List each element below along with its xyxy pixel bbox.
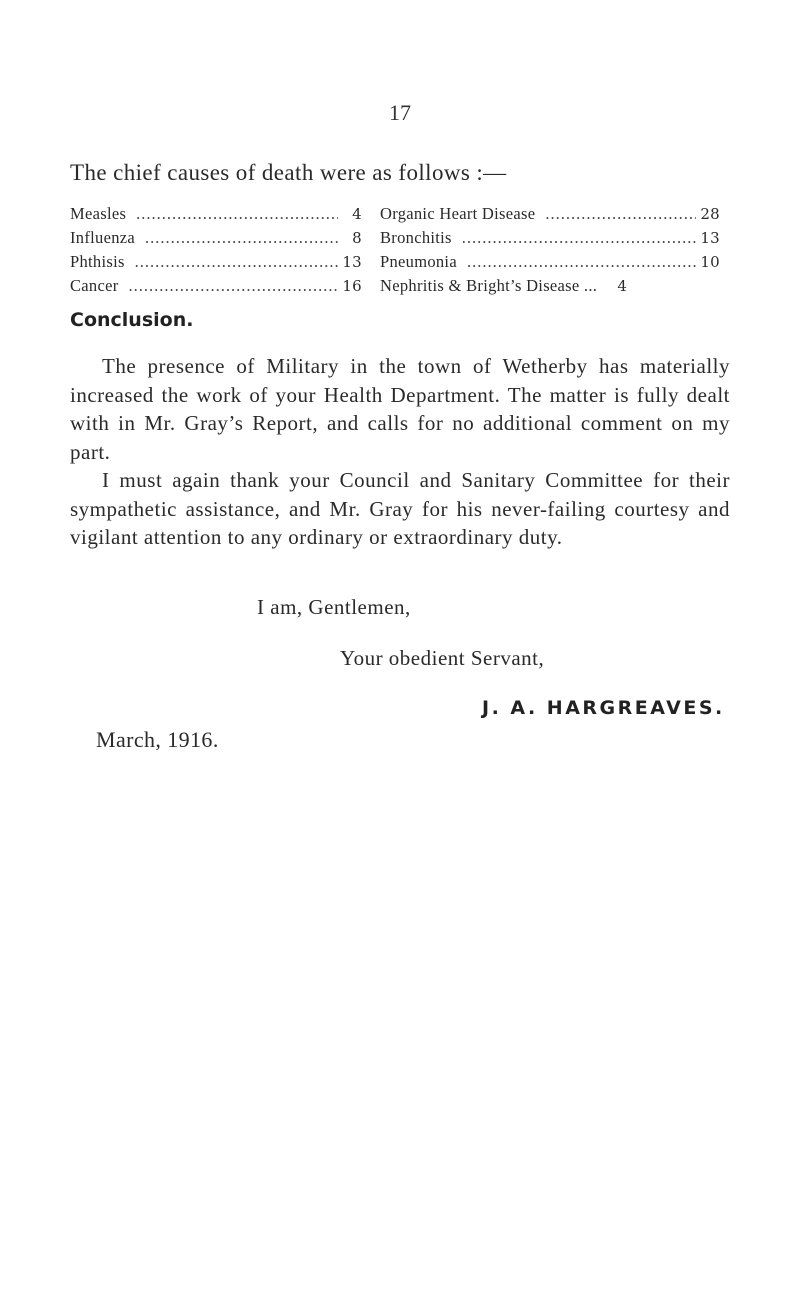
causes-right-column [380, 202, 720, 298]
leader-dots [145, 226, 338, 249]
salutation: I am, Gentlemen, [257, 595, 411, 619]
cause-name: Nephritis & Bright’s Disease ... [380, 276, 598, 295]
leader-dots [545, 202, 696, 225]
leader-dots [467, 250, 696, 273]
cause-name: Measles [70, 204, 127, 223]
cause-count: 13 [342, 253, 362, 271]
cause-row [380, 274, 720, 298]
intro-line: The chief causes of death were as follows :— [70, 160, 507, 185]
leader-dots [136, 202, 338, 225]
cause-name: Phthisis [70, 252, 125, 271]
cause-row [380, 202, 720, 226]
section-heading: Conclusion. [70, 309, 194, 331]
cause-name: Pneumonia [380, 252, 457, 271]
leader-dots [462, 226, 696, 249]
signature: J. A. HARGREAVES. [482, 697, 725, 719]
cause-row [380, 250, 720, 274]
cause-row [70, 202, 362, 226]
cause-name: Cancer [70, 276, 119, 295]
valediction: Your obedient Servant, [340, 646, 545, 670]
cause-count: 10 [700, 253, 720, 271]
cause-count: 4 [352, 205, 362, 223]
cause-row [70, 250, 362, 274]
leader-dots [129, 274, 338, 297]
cause-name: Bronchitis [380, 228, 452, 247]
date: March, 1916. [96, 727, 219, 752]
cause-row [380, 226, 720, 250]
cause-count: 28 [700, 205, 720, 223]
cause-count: 13 [700, 229, 720, 247]
paragraph: The presence of Military in the town of Wetherby has materially increased the work of your Health Department. The matter is fully dealt with in Mr. Gray’s Report, and calls for no additional comment on my part. [70, 354, 730, 464]
cause-name: Organic Heart Disease [380, 204, 536, 223]
cause-row [70, 226, 362, 250]
cause-count: 4 [617, 277, 628, 295]
page-number: 17 [389, 100, 411, 125]
paragraph: I must again thank your Council and Sanitary Committee for their sympathetic assistance, and Mr. Gray for his never-failing courtesy and vigilant attention to any ordinary or extraordinary duty. [70, 468, 730, 549]
cause-name: Influenza [70, 228, 135, 247]
leader-dots [135, 250, 338, 273]
cause-count: 8 [352, 229, 362, 247]
cause-count: 16 [342, 277, 362, 295]
causes-left-column [70, 202, 362, 298]
cause-row [70, 274, 362, 298]
